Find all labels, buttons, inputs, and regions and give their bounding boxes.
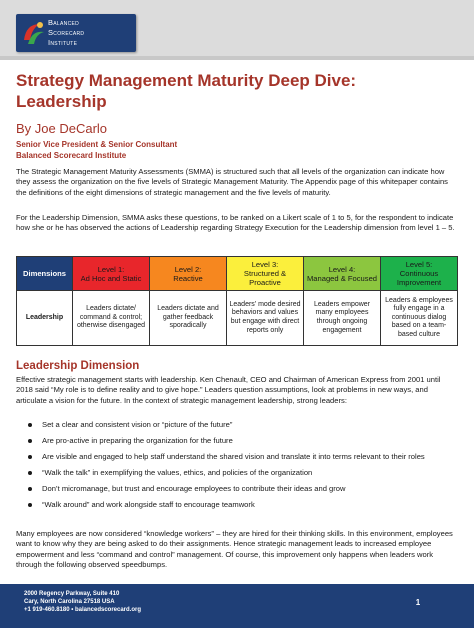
logo-mark-icon (20, 18, 46, 48)
logo-wordmark (48, 18, 134, 48)
logo-line-1: Balanced (48, 18, 80, 27)
intro-paragraph-1: The Strategic Management Maturity Assessments (SMMA) is structured such that all levels of the organization can indicate how they assess the organization on the five levels of Strategic Management Maturity. The Appendix page of this whitepaper contains the definitions of the eight dimensions of strategic management and the five levels of maturity. (16, 167, 448, 197)
bullet-icon (28, 423, 32, 427)
list-item (16, 436, 456, 446)
matrix-cell-level-4: Leaders empower many employees through ongoing engagement (304, 291, 381, 346)
matrix-row-leadership (17, 291, 458, 346)
matrix-cell-level-1: Leaders dictate/ command & control; otherwise disengaged (73, 291, 150, 346)
level-4-number: Level 4: (328, 264, 356, 274)
dimensions-header: Dimensions (17, 257, 73, 291)
level-header-2 (150, 257, 227, 291)
author-role: Senior Vice President & Senior Consultant (16, 140, 178, 149)
list-item (16, 452, 456, 462)
footer-address-line-2: Cary, North Carolina 27518 USA (24, 599, 115, 605)
list-item (16, 468, 456, 478)
row-label-leadership: Leadership (17, 291, 73, 346)
page-number: 1 (400, 592, 436, 614)
logo-line-2: Scorecard (48, 28, 85, 37)
page-title (16, 70, 456, 112)
list-item-text: “Walk around” and work alongside staff to encourage teamwork (42, 499, 255, 509)
footer-contact-line[interactable]: +1 919-460.8180 • balancedscorecard.org (24, 607, 142, 613)
bsi-logo[interactable] (16, 14, 136, 52)
section-heading: Leadership Dimension (16, 360, 140, 372)
level-2-number: Level 2: (174, 264, 202, 274)
level-1-name: Ad Hoc and Static (80, 273, 142, 283)
list-item-text: Are visible and engaged to help staff understand the shared vision and translate it into terms relevant to their roles (42, 451, 425, 461)
list-item-text: Set a clear and consistent vision or “picture of the future” (42, 420, 233, 429)
intro-paragraph-2: For the Leadership Dimension, SMMA asks these questions, to be ranked on a Likert scale of 1 to 5, for the respondent to indicate how she or he has observed the actions of Leadership regarding Strategy Execution for the Leadership dimension from level 1 – 5. (16, 213, 455, 233)
level-4-name: Managed & Focused (306, 273, 378, 283)
level-header-5 (381, 257, 458, 291)
level-5-name: Continuous Improvement (396, 269, 442, 287)
section-paragraph-2: Many employees are now considered “knowledge workers” – they are hired for their thinking skills. In this environment, employees want to know why they are being asked to do their assignments. Hence strategic management leads to increased employee empowerment and less “command and control” management. Of course, this improvement only happens when leaders work through the following observed speedbumps. (16, 529, 453, 570)
matrix-cell-level-3: Leaders' mode desired behaviors and values but engage with direct reports only (227, 291, 304, 346)
author-name: By Joe DeCarlo (16, 121, 108, 136)
list-item (16, 500, 456, 510)
maturity-matrix-table (16, 256, 458, 346)
level-2-name: Reactive (173, 273, 203, 283)
list-item (16, 484, 456, 494)
list-item-text: “Walk the talk” in exemplifying the values, ethics, and policies of the organization (42, 467, 313, 477)
matrix-cell-level-5: Leaders & employees fully engage in a continuous dialog based on a team-based culture (381, 291, 458, 346)
logo-line-3: Institute (48, 38, 78, 47)
footer-address-line-1: 2000 Regency Parkway, Suite 410 (24, 591, 120, 597)
title-line-2: Leadership (16, 92, 107, 111)
level-3-name: Structured & Proactive (243, 269, 287, 287)
bullet-icon (28, 471, 32, 475)
bullet-icon (28, 439, 32, 443)
title-line-1: Strategy Management Maturity Deep Dive: (16, 71, 357, 90)
bullet-icon (28, 487, 32, 491)
list-item-text: Are pro-active in preparing the organization for the future (42, 435, 233, 445)
level-1-number: Level 1: (97, 264, 125, 274)
level-header-1 (73, 257, 150, 291)
bullet-icon (28, 503, 32, 507)
matrix-cell-level-2: Leaders dictate and gather feedback sporadically (150, 291, 227, 346)
author-organization: Balanced Scorecard Institute (16, 151, 127, 160)
level-header-4 (304, 257, 381, 291)
matrix-header-row (17, 257, 458, 291)
list-item-text: Don’t micromanage, but trust and encourage employees to contribute their ideas and grow (42, 483, 346, 493)
level-3-number: Level 3: (251, 260, 279, 269)
bullet-icon (28, 455, 32, 459)
level-header-3 (227, 257, 304, 291)
header-band-shadow (0, 56, 474, 60)
footer-address (24, 590, 141, 614)
leader-traits-list (16, 420, 456, 515)
section-paragraph-1: Effective strategic management starts with leadership. Ken Chenault, CEO and Chairman of American Express from 2001 until 2018 said “My role is to define reality and to give hope.” Leaders question assumptions, look at problems in new ways, and articulate a vision for the future. In the context of strategic management leadership, strong leaders: (16, 375, 441, 405)
list-item (16, 420, 456, 430)
level-5-number: Level 5: (405, 260, 433, 269)
